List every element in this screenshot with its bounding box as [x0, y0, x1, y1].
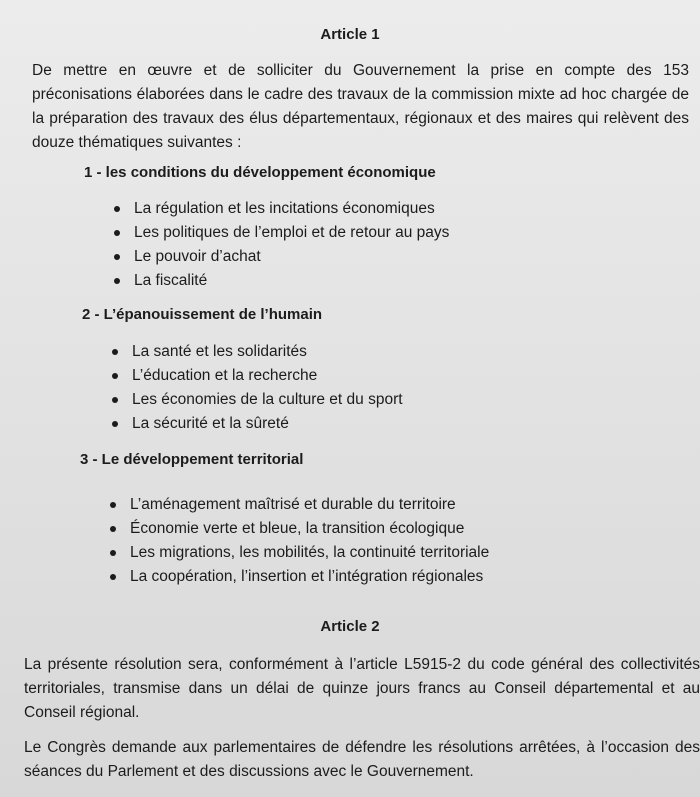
article-2-paragraph-1: La présente résolution sera, conformément à l’article L5915-2 du code général des collectivités territoriales, transmise dans un délai de quinze jours francs au Conseil départemental et au Conseil régional.: [24, 656, 700, 721]
list-item-text: La santé et les solidarités: [132, 343, 307, 360]
list-item: [114, 269, 449, 293]
list-item-text: L’éducation et la recherche: [132, 367, 318, 384]
list-item-text: Les économies de la culture et du sport: [132, 391, 403, 408]
list-item: [112, 412, 403, 436]
bullet-icon: [110, 502, 116, 508]
list-item-text: Les migrations, les mobilités, la continuité territoriale: [130, 544, 490, 561]
bullet-icon: [112, 349, 118, 355]
bullet-icon: [114, 254, 120, 260]
list-item-text: La fiscalité: [134, 272, 208, 289]
article-2-paragraph-2: Le Congrès demande aux parlementaires de défendre les résolutions arrêtées, à l’occasion des séances du Parlement et des discussions avec le Gouvernement.: [24, 739, 700, 780]
bullet-icon: [110, 574, 116, 580]
section-2-list: [112, 340, 403, 436]
list-item: [114, 197, 449, 221]
section-3-heading: 3 - Le développement territorial: [80, 451, 304, 468]
bullet-icon: [112, 421, 118, 427]
list-item: [112, 388, 403, 412]
list-item: [110, 565, 489, 589]
article-1-heading: Article 1: [320, 26, 380, 43]
bullet-icon: [114, 230, 120, 236]
bullet-icon: [110, 550, 116, 556]
section-1-heading: 1 - les conditions du développement économique: [84, 164, 436, 181]
article-2-heading: Article 2: [320, 618, 380, 635]
list-item: [112, 364, 403, 388]
list-item-text: Les politiques de l’emploi et de retour au pays: [134, 224, 450, 241]
list-item-text: La coopération, l’insertion et l’intégration régionales: [130, 568, 484, 585]
bullet-icon: [114, 278, 120, 284]
section-1-list: [114, 197, 449, 293]
list-item: [110, 517, 489, 541]
list-item: [114, 221, 449, 245]
article-1-intro: De mettre en œuvre et de solliciter du Gouvernement la prise en compte des 153 préconisations élaborées dans le cadre des travaux de la commission mixte ad hoc chargée de la préparation des travaux des élus départementaux, régionaux et des maires qui relèvent des douze thématiques suivantes :: [32, 62, 689, 151]
list-item: [112, 340, 403, 364]
list-item-text: La régulation et les incitations économiques: [134, 200, 435, 217]
list-item-text: La sécurité et la sûreté: [132, 415, 289, 432]
bullet-icon: [112, 373, 118, 379]
section-2-heading: 2 - L’épanouissement de l’humain: [82, 306, 323, 323]
list-item-text: L’aménagement maîtrisé et durable du territoire: [130, 496, 456, 513]
list-item: [110, 493, 489, 517]
bullet-icon: [110, 526, 116, 532]
bullet-icon: [114, 206, 120, 212]
section-3-list: [110, 493, 489, 589]
list-item: [114, 245, 449, 269]
bullet-icon: [112, 397, 118, 403]
list-item-text: Le pouvoir d’achat: [134, 248, 261, 265]
list-item-text: Économie verte et bleue, la transition écologique: [130, 520, 465, 537]
list-item: [110, 541, 489, 565]
